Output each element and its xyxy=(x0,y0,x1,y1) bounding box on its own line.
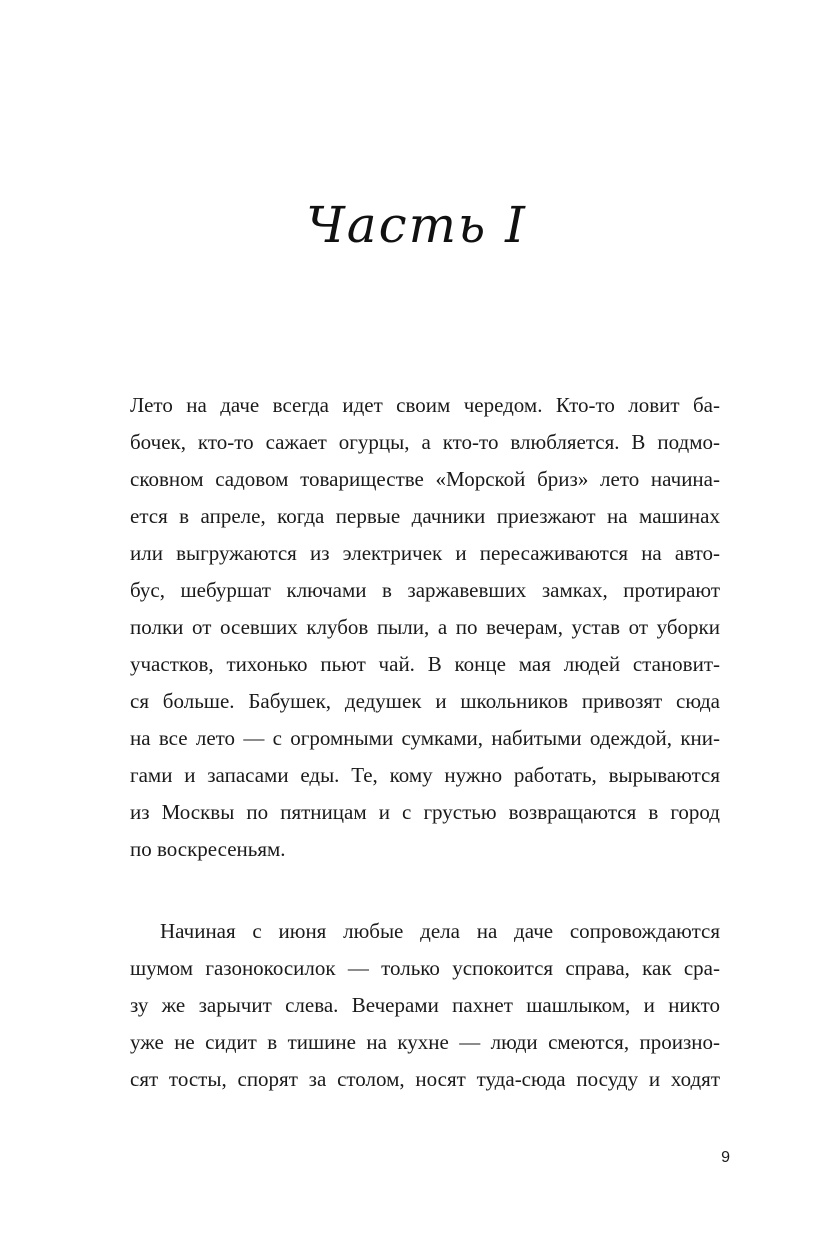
page-number: 9 xyxy=(721,1149,730,1166)
text-line: на все лето — с огромными сумками, набитыми одеждой, кни- xyxy=(130,726,720,750)
paragraph-2 xyxy=(130,913,720,1098)
paragraph-1 xyxy=(130,387,720,868)
text-line: сят тосты, спорят за столом, носят туда-сюда посуду и ходят xyxy=(130,1067,720,1091)
text-line: шумом газонокосилок — только успокоится справа, как сра- xyxy=(130,956,720,980)
text-line: Лето на даче всегда идет своим чередом. Кто-то ловит ба- xyxy=(130,393,720,417)
text-line: бочек, кто-то сажает огурцы, а кто-то влюбляется. В подмо- xyxy=(130,430,720,454)
text-line: ется в апреле, когда первые дачники приезжают на машинах xyxy=(130,504,720,528)
text-line: ся больше. Бабушек, дедушек и школьников привозят сюда xyxy=(130,689,720,713)
text-line: уже не сидит в тишине на кухне — люди смеются, произно- xyxy=(130,1030,720,1054)
text-line: из Москвы по пятницам и с грустью возвращаются в город xyxy=(130,800,720,824)
text-line: Начиная с июня любые дела на даче сопровождаются xyxy=(160,919,720,943)
text-line: зу же зарычит слева. Вечерами пахнет шашлыком, и никто xyxy=(130,993,720,1017)
text-line: по воскресеньям. xyxy=(130,837,286,861)
text-line: бус, шебуршат ключами в заржавевших замках, протирают xyxy=(130,578,720,602)
text-line: полки от осевших клубов пыли, а по вечерам, устав от уборки xyxy=(130,615,720,639)
text-line: сковном садовом товариществе «Морской бриз» лето начина- xyxy=(130,467,720,491)
chapter-title: Часть I xyxy=(306,196,527,254)
text-line: или выгружаются из электричек и пересаживаются на авто- xyxy=(130,541,720,565)
text-line: участков, тихонько пьют чай. В конце мая людей становит- xyxy=(130,652,720,676)
text-line: гами и запасами еды. Те, кому нужно работать, вырываются xyxy=(130,763,720,787)
